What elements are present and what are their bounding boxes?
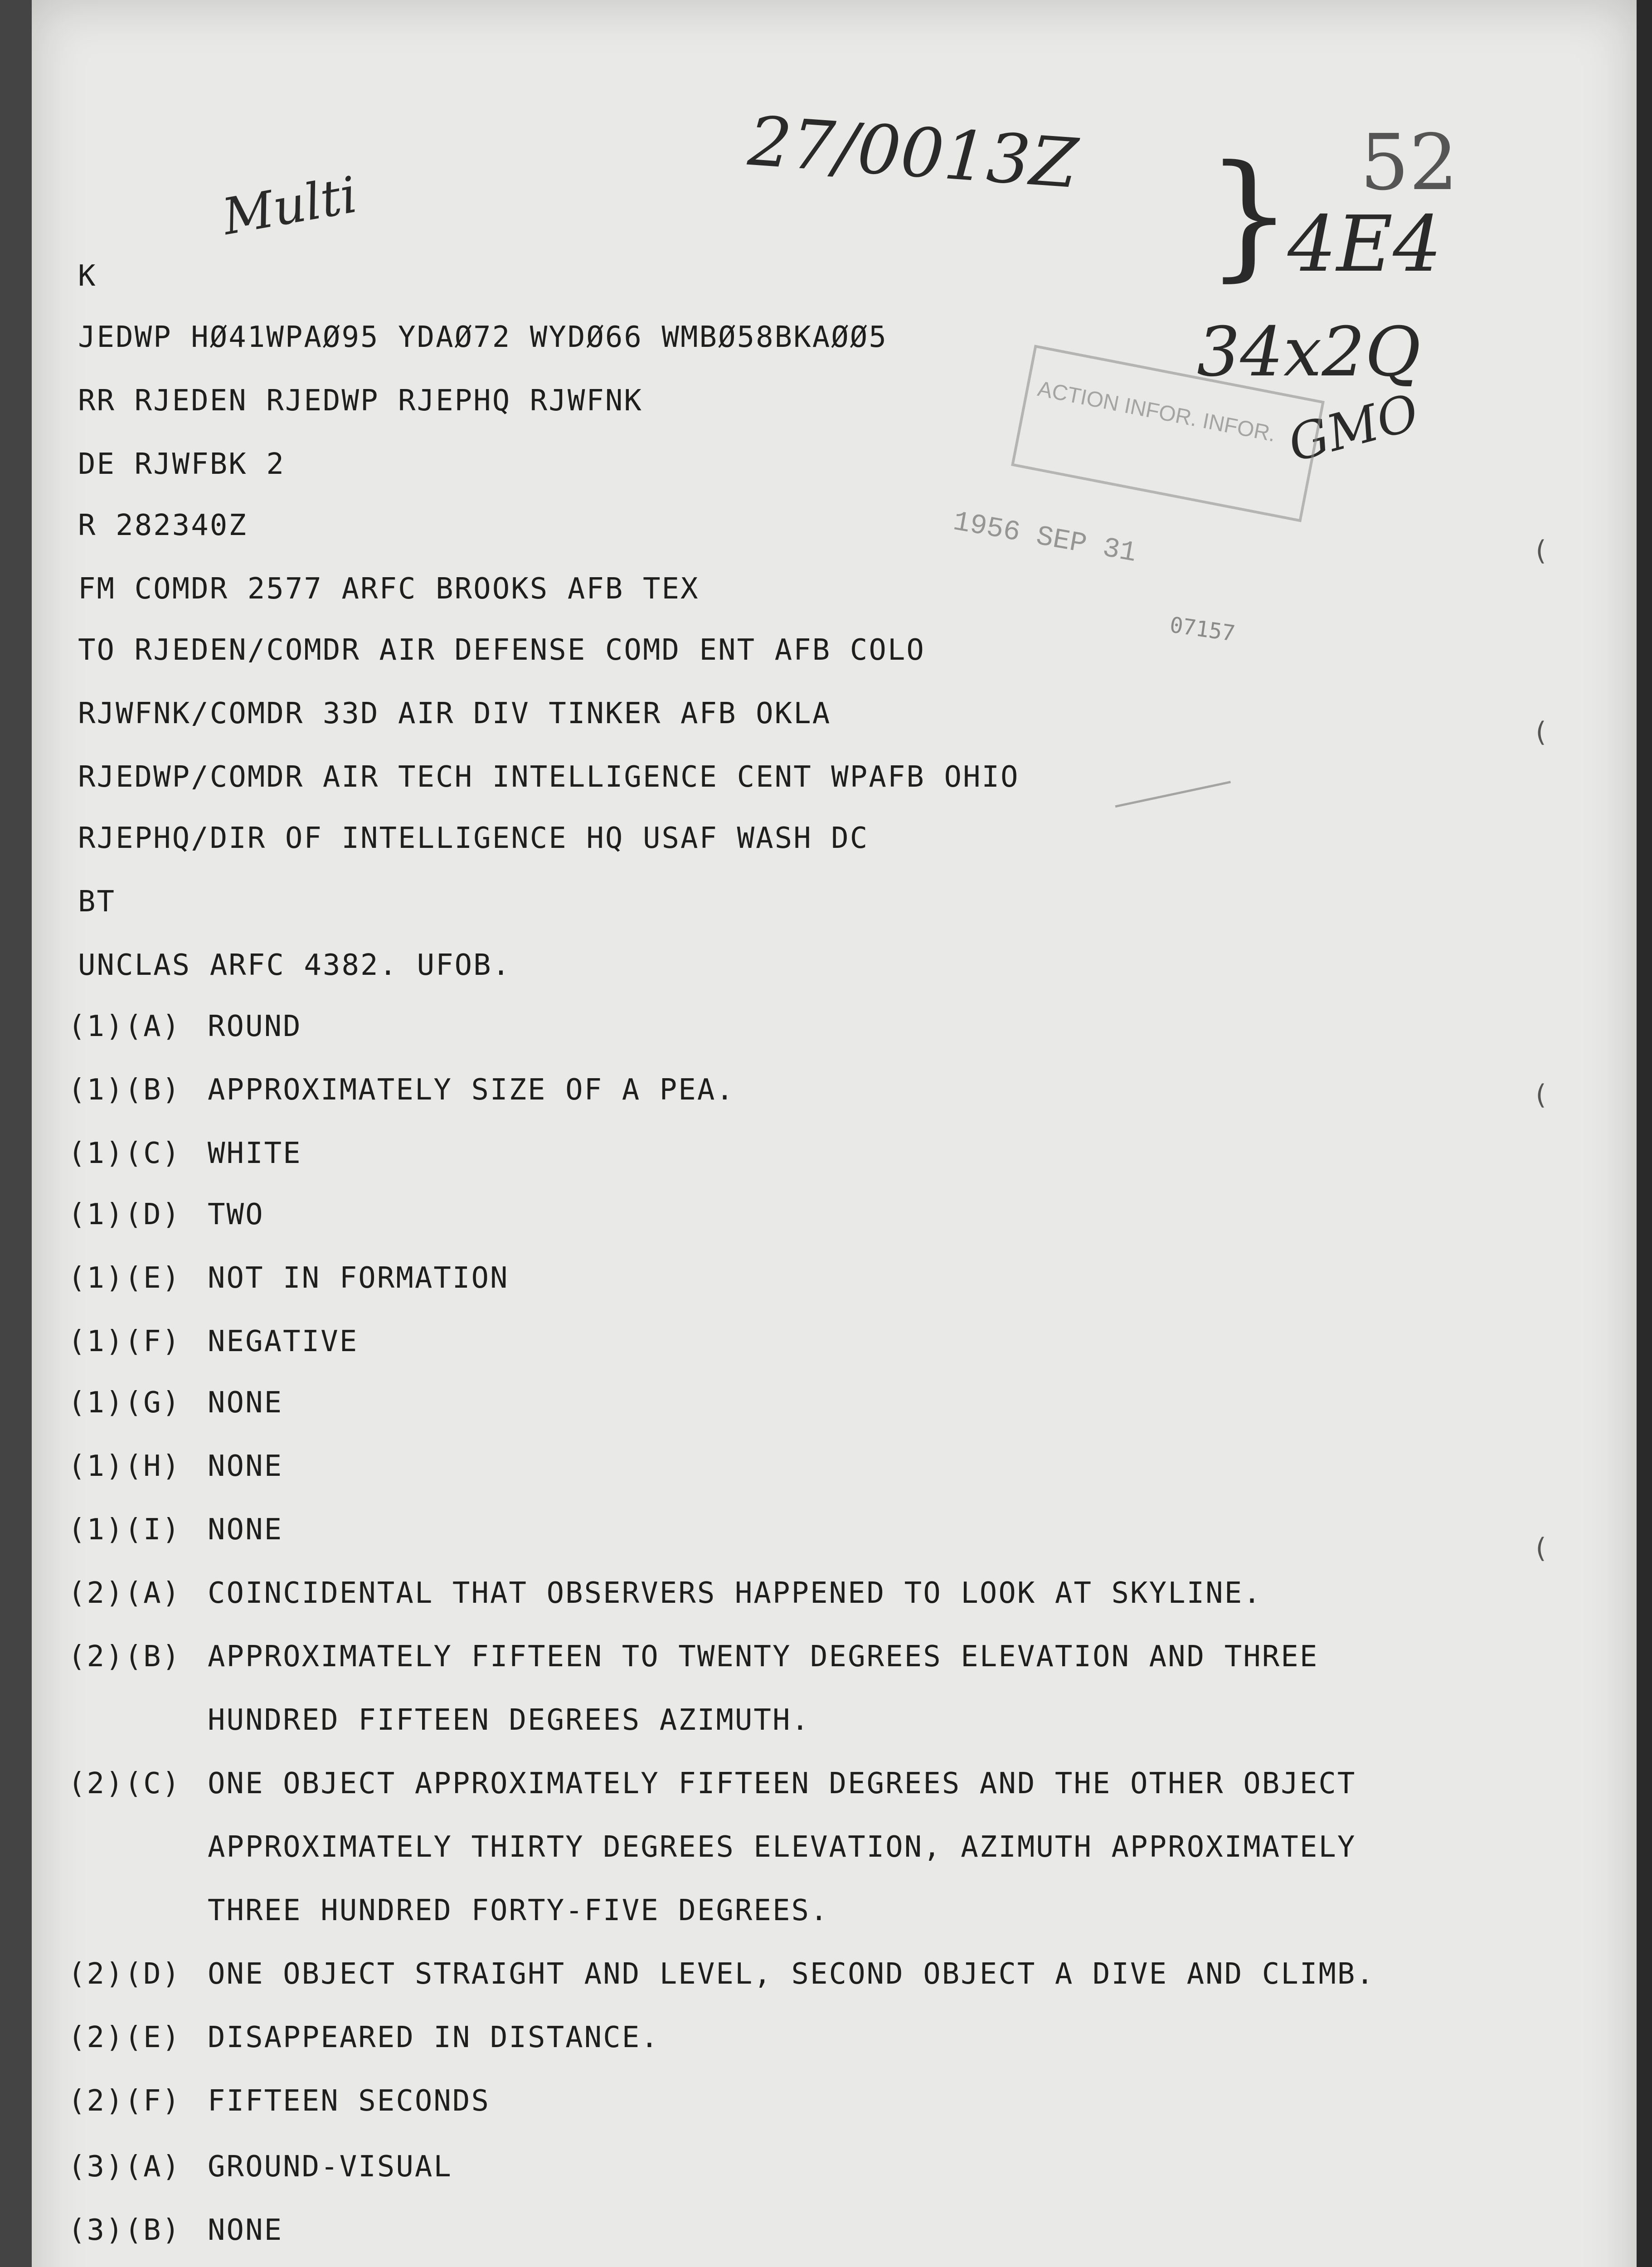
scan-right-edge: [1637, 0, 1652, 2267]
item-tag: (2)(A): [68, 1576, 181, 1610]
margin-mark: (: [1532, 1532, 1549, 1564]
header-line: RJEDWP/COMDR AIR TECH INTELLIGENCE CENT WPAFB OHIO: [78, 760, 1020, 794]
handwritten-gmo: GMO: [1282, 383, 1425, 473]
margin-mark: (: [1532, 1079, 1549, 1111]
bracket-mark: }: [1206, 136, 1292, 294]
item-tag: (1)(G): [68, 1386, 181, 1420]
header-line: JEDWP HØ41WPAØ95 YDAØ72 WYDØ66 WMBØ58BKAØØ5: [78, 321, 888, 354]
item-text: WHITE: [208, 1137, 302, 1170]
item-tag: (1)(B): [68, 1073, 181, 1107]
item-text-continued: HUNDRED FIFTEEN DEGREES AZIMUTH.: [208, 1703, 810, 1737]
item-text: TWO: [208, 1198, 264, 1231]
item-text: NONE: [208, 1513, 283, 1547]
item-text: APPROXIMATELY SIZE OF A PEA.: [208, 1073, 735, 1107]
handwritten-4e4: 4E4: [1288, 199, 1442, 289]
item-text-continued: APPROXIMATELY THIRTY DEGREES ELEVATION, AZIMUTH APPROXIMATELY: [208, 1830, 1356, 1864]
item-tag: (2)(C): [68, 1767, 181, 1800]
item-tag: (1)(I): [68, 1513, 181, 1547]
handwritten-message-number: 27/0013Z: [745, 102, 1080, 204]
header-line: DE RJWFBK 2: [78, 448, 285, 481]
margin-mark: (: [1532, 535, 1549, 567]
item-text: APPROXIMATELY FIFTEEN TO TWENTY DEGREES ELEVATION AND THREE: [208, 1640, 1319, 1673]
item-tag: (2)(F): [68, 2084, 181, 2118]
header-line: RR RJEDEN RJEDWP RJEPHQ RJWFNK: [78, 384, 643, 418]
item-text: ONE OBJECT APPROXIMATELY FIFTEEN DEGREES AND THE OTHER OBJECT: [208, 1767, 1356, 1800]
item-text: NONE: [208, 1450, 283, 1483]
header-line: RJEPHQ/DIR OF INTELLIGENCE HQ USAF WASH DC: [78, 822, 869, 855]
scan-left-edge: [0, 0, 32, 2267]
item-text: ONE OBJECT STRAIGHT AND LEVEL, SECOND OBJECT A DIVE AND CLIMB.: [208, 1957, 1375, 1991]
item-tag: (2)(B): [68, 1640, 181, 1673]
item-text: FIFTEEN SECONDS: [208, 2084, 490, 2118]
item-tag: (1)(H): [68, 1450, 181, 1483]
item-tag: (1)(A): [68, 1010, 181, 1043]
header-line: RJWFNK/COMDR 33D AIR DIV TINKER AFB OKLA: [78, 697, 831, 730]
margin-mark: (: [1532, 716, 1549, 748]
item-tag: (3)(B): [68, 2213, 181, 2247]
header-line: FM COMDR 2577 ARFC BROOKS AFB TEX: [78, 572, 700, 606]
item-tag: (1)(D): [68, 1198, 181, 1231]
date-received-stamp: 1956 SEP 31: [950, 506, 1139, 569]
item-tag: (1)(C): [68, 1137, 181, 1170]
item-text-continued: THREE HUNDRED FORTY-FIVE DEGREES.: [208, 1894, 829, 1927]
item-text: COINCIDENTAL THAT OBSERVERS HAPPENED TO LOOK AT SKYLINE.: [208, 1576, 1262, 1610]
item-tag: (3)(A): [68, 2150, 181, 2184]
item-tag: (2)(E): [68, 2021, 181, 2054]
header-line: R 282340Z: [78, 509, 248, 542]
action-info-stamp: ACTION INFOR. INFOR.: [1011, 345, 1325, 522]
header-line: TO RJEDEN/COMDR AIR DEFENSE COMD ENT AFB COLO: [78, 633, 925, 667]
item-text: NOT IN FORMATION: [208, 1261, 509, 1295]
item-text: NEGATIVE: [208, 1325, 359, 1358]
item-tag: (1)(E): [68, 1261, 181, 1295]
handwritten-34x2q: 34x2Q: [1197, 313, 1421, 392]
handwritten-multi: Multi: [218, 165, 361, 246]
faint-stamp-number: 07157: [1168, 612, 1237, 647]
item-text: DISAPPEARED IN DISTANCE.: [208, 2021, 660, 2054]
header-line: UNCLAS ARFC 4382. UFOB.: [78, 949, 511, 982]
header-line: BT: [78, 885, 116, 919]
handwritten-52: 52: [1360, 118, 1458, 208]
item-text: GROUND-VISUAL: [208, 2150, 452, 2184]
item-text: NONE: [208, 1386, 283, 1420]
item-text: ROUND: [208, 1010, 302, 1043]
item-tag: (1)(F): [68, 1325, 181, 1358]
header-line: K: [78, 259, 97, 293]
item-text: NONE: [208, 2213, 283, 2247]
item-tag: (2)(D): [68, 1957, 181, 1991]
